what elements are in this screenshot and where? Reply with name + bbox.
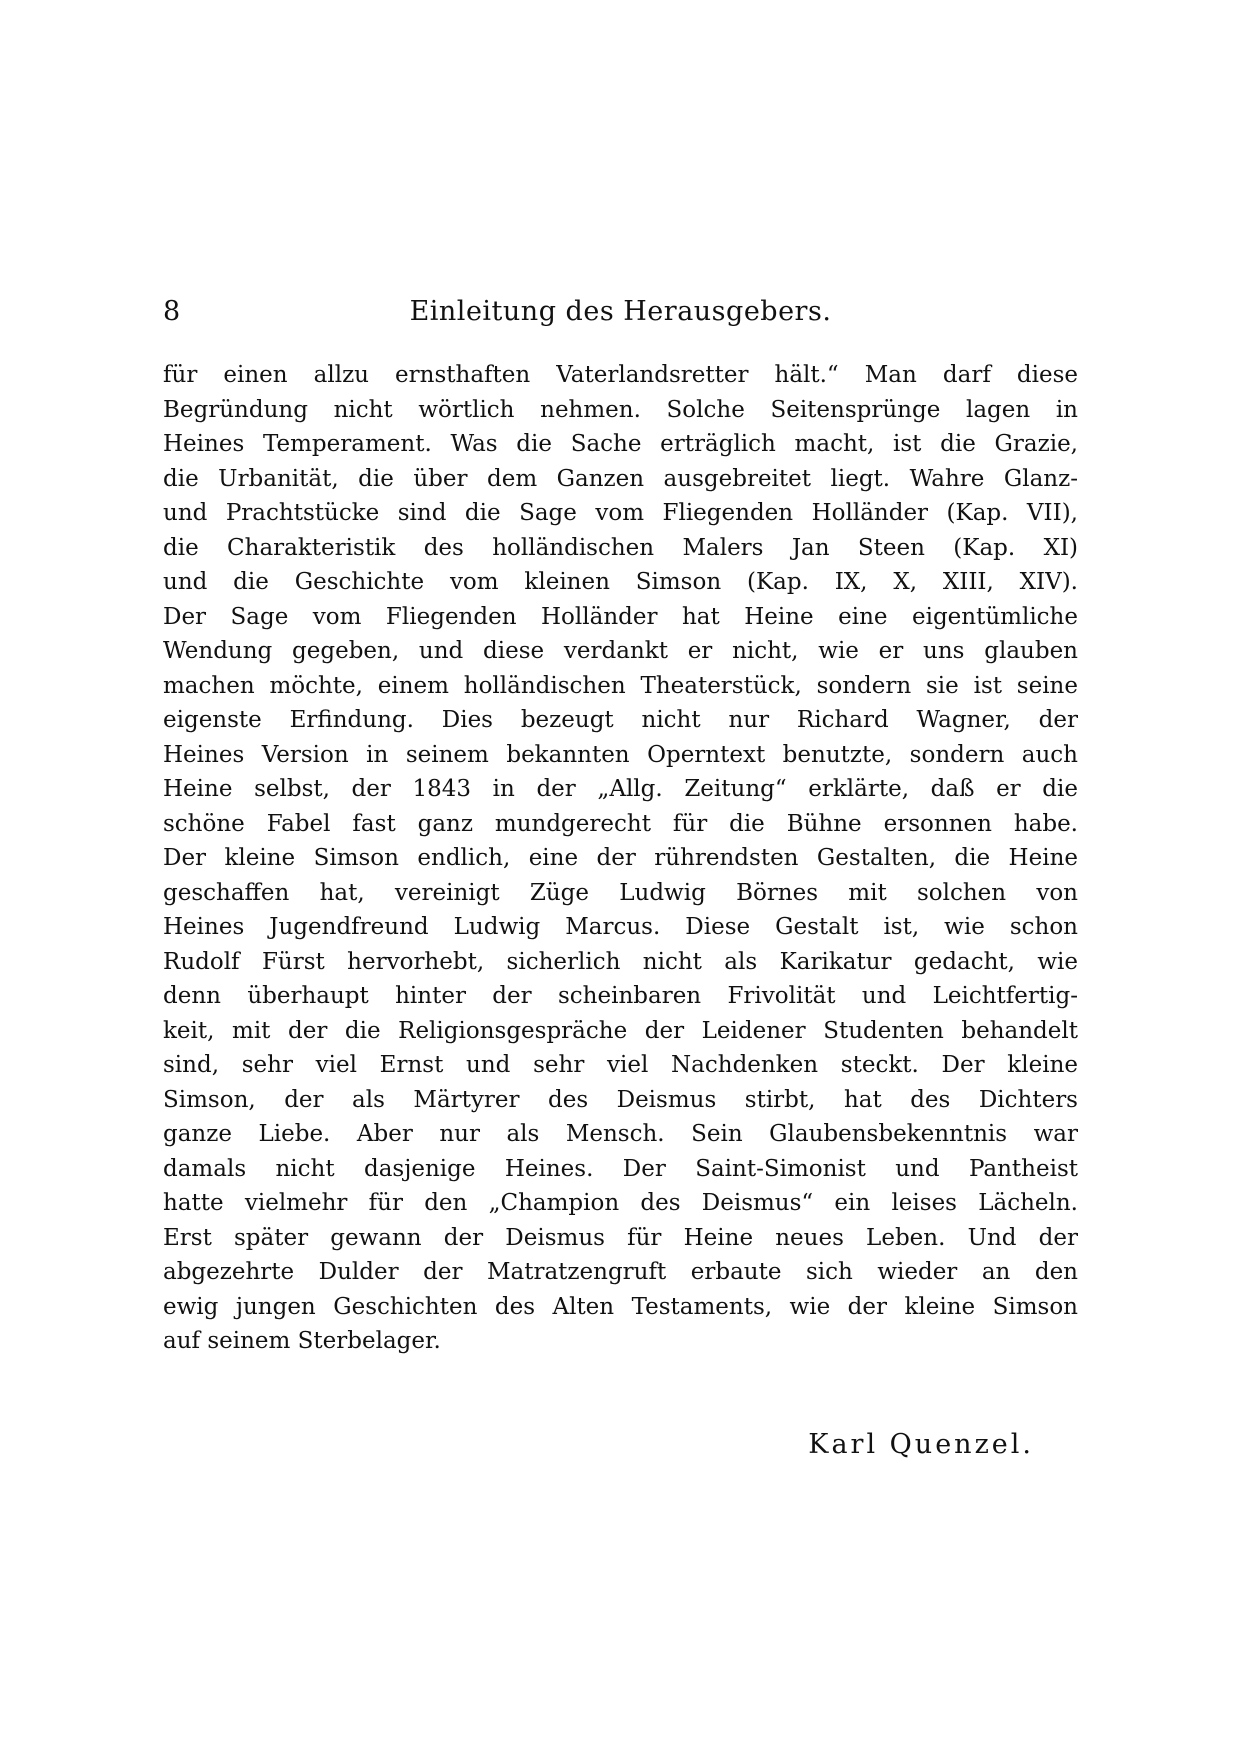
text-line: und die Geschichte vom kleinen Simson (Kap. IX, X, XIII, XIV). (163, 569, 1078, 595)
author-signature: Karl Quenzel. (808, 1429, 1034, 1460)
text-line: hatte vielmehr für den „Champion des Deismus“ ein leises Lächeln. (163, 1190, 1078, 1216)
text-line: Wendung gegeben, und diese verdankt er nicht, wie er uns glauben (163, 638, 1078, 664)
text-line: eigenste Erfindung. Dies bezeugt nicht nur Richard Wagner, der (163, 707, 1078, 733)
text-line: denn überhaupt hinter der scheinbaren Frivolität und Leichtfertig- (163, 983, 1078, 1009)
text-line: die Urbanität, die über dem Ganzen ausgebreitet liegt. Wahre Glanz- (163, 465, 1078, 492)
text-line: Erst später gewann der Deismus für Heine neues Leben. Und der (163, 1224, 1078, 1251)
body-text (163, 358, 1078, 1359)
text-line: Begründung nicht wörtlich nehmen. Solche Seitensprünge lagen in (163, 396, 1078, 423)
text-line: Simson, der als Märtyrer des Deismus stirbt, hat des Dichters (163, 1086, 1078, 1113)
text-line: die Charakteristik des holländischen Malers Jan Steen (Kap. XI) (163, 534, 1078, 561)
text-line: schöne Fabel fast ganz mundgerecht für die Bühne ersonnen habe. (163, 810, 1078, 837)
text-line: für einen allzu ernsthaften Vaterlandsretter hält.“ Man darf diese (163, 362, 1078, 388)
text-line: Der Sage vom Fliegenden Holländer hat Heine eine eigentümliche (163, 603, 1078, 630)
text-line: Heines Jugendfreund Ludwig Marcus. Diese Gestalt ist, wie schon (163, 914, 1078, 940)
text-line: abgezehrte Dulder der Matratzengruft erbaute sich wieder an den (163, 1259, 1078, 1285)
page-number: 8 (163, 296, 181, 327)
text-line: ganze Liebe. Aber nur als Mensch. Sein Glaubensbekenntnis war (163, 1121, 1078, 1147)
text-line-last: auf seinem Sterbelager. (163, 1328, 441, 1354)
running-title: Einleitung des Herausgebers. (409, 296, 832, 327)
text-line: ewig jungen Geschichten des Alten Testaments, wie der kleine Simson (163, 1293, 1078, 1320)
text-line: Der kleine Simson endlich, eine der rührendsten Gestalten, die Heine (163, 845, 1078, 871)
text-line: Heine selbst, der 1843 in der „Allg. Zeitung“ erklärte, daß er die (163, 776, 1078, 802)
text-line: machen möchte, einem holländischen Theaterstück, sondern sie ist seine (163, 672, 1078, 699)
text-line: Heines Temperament. Was die Sache erträglich macht, ist die Grazie, (163, 431, 1078, 457)
page-header (163, 292, 1078, 332)
text-line: sind, sehr viel Ernst und sehr viel Nachdenken steckt. Der kleine (163, 1052, 1078, 1078)
text-line: Heines Version in seinem bekannten Operntext benutzte, sondern auch (163, 741, 1078, 768)
text-line: Rudolf Fürst hervorhebt, sicherlich nicht als Karikatur gedacht, wie (163, 948, 1078, 975)
text-line: damals nicht dasjenige Heines. Der Saint-Simonist und Pantheist (163, 1155, 1078, 1182)
text-line: geschaffen hat, vereinigt Züge Ludwig Börnes mit solchen von (163, 879, 1078, 906)
text-line: keit, mit der die Religionsgespräche der Leidener Studenten behandelt (163, 1017, 1078, 1044)
text-line: und Prachtstücke sind die Sage vom Fliegenden Holländer (Kap. VII), (163, 500, 1078, 526)
